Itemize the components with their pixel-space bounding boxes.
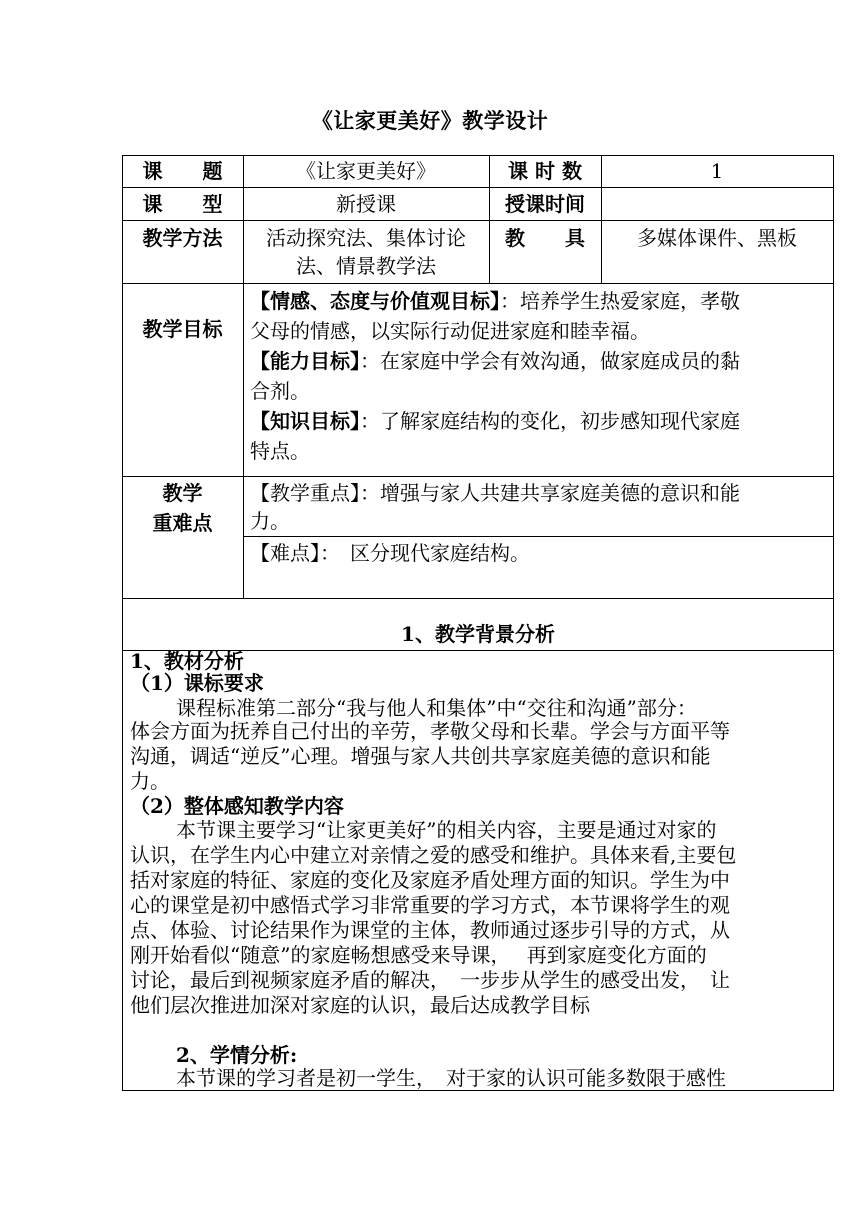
heading-textbook-analysis: 1、教材分析 xyxy=(130,649,244,673)
label-teaching-aids: 教 具 xyxy=(505,226,585,250)
heading-curriculum-standards: （1）课标要求 xyxy=(130,671,264,695)
content-line-7: 讨论，最后到视频家庭矛盾的解决， 一步步从学生的感受出发， 让 xyxy=(130,968,730,992)
content-line-5: 点、体验、讨论结果作为课堂的主体，教师通过逐步引导的方式，从 xyxy=(130,918,730,942)
label-teaching-time: 授课时间 xyxy=(505,192,585,216)
value-teaching-aids: 多媒体课件、黑板 xyxy=(637,226,797,250)
heading-learner-analysis: 2、学情分析: xyxy=(176,1043,298,1067)
value-teaching-method-line2: 法、情景教学法 xyxy=(296,254,436,278)
key-point-line2: 力。 xyxy=(250,509,290,533)
objective-ability-line2: 合剂。 xyxy=(250,379,310,403)
key-point-line1: 【教学重点】：增强与家人共建共享家庭美德的意识和能 xyxy=(250,481,740,505)
value-class-hours: 1 xyxy=(710,159,724,183)
label-key-points-line2: 重难点 xyxy=(152,511,213,535)
label-key-points-line1: 教学 xyxy=(162,481,203,505)
content-line-8: 他们层次推进加深对家庭的认识，最后达成教学目标 xyxy=(130,993,590,1017)
content-line-4: 心的课堂是初中感悟式学习非常重要的学习方式，本节课将学生的观 xyxy=(130,893,730,917)
learner-line-1: 本节课的学习者是初一学生， 对于家的认识可能多数限于感性 xyxy=(176,1066,726,1090)
label-lesson-title: 课 题 xyxy=(142,159,223,183)
value-lesson-type: 新授课 xyxy=(336,192,396,216)
label-teaching-objectives: 教学目标 xyxy=(142,317,223,341)
standards-line-4: 力。 xyxy=(130,769,170,793)
label-lesson-type: 课 型 xyxy=(142,192,223,216)
label-class-hours: 课 时 数 xyxy=(508,159,582,183)
label-teaching-method: 教学方法 xyxy=(142,226,223,250)
standards-line-1: 课程标准第二部分“我与他人和集体”中“交往和沟通”部分： xyxy=(176,696,697,720)
content-line-1: 本节课主要学习“让家更美好”的相关内容，主要是通过对家的 xyxy=(176,818,717,842)
content-line-3: 括对家庭的特征、家庭的变化及家庭矛盾处理方面的知识。学生为中 xyxy=(130,868,730,892)
section-title-background: 1、教学背景分析 xyxy=(401,622,555,646)
standards-line-2: 体会方面为抚养自己付出的辛劳，孝敬父母和长辈。学会与方面平等 xyxy=(130,719,730,743)
difficult-point: 【难点】： 区分现代家庭结构。 xyxy=(250,541,530,565)
objective-knowledge-line2: 特点。 xyxy=(250,439,310,463)
objective-ability-line1: 【能力目标】：在家庭中学会有效沟通，做家庭成员的黏 xyxy=(250,349,740,373)
objective-knowledge-line1: 【知识目标】：了解家庭结构的变化，初步感知现代家庭 xyxy=(250,409,740,433)
value-lesson-title: 《让家更美好》 xyxy=(296,159,436,183)
content-line-6: 刚开始看似“随意”的家庭畅想感受来导课， 再到家庭变化方面的 xyxy=(130,943,707,967)
document-title: 《让家更美好》教学设计 xyxy=(311,108,549,133)
heading-content-overview: （2）整体感知教学内容 xyxy=(130,794,344,818)
objective-affective-line2: 父母的情感，以实际行动促进家庭和睦幸福。 xyxy=(250,319,650,343)
objective-affective-line1: 【情感、态度与价值观目标】：培养学生热爱家庭，孝敬 xyxy=(250,289,740,313)
content-line-2: 认识，在学生内心中建立对亲情之爱的感受和维护。具体来看,主要包 xyxy=(130,843,737,867)
standards-line-3: 沟通，调适“逆反”心理。增强与家人共创共享家庭美德的意识和能 xyxy=(130,744,711,768)
value-teaching-method-line1: 活动探究法、集体讨论 xyxy=(266,226,466,250)
